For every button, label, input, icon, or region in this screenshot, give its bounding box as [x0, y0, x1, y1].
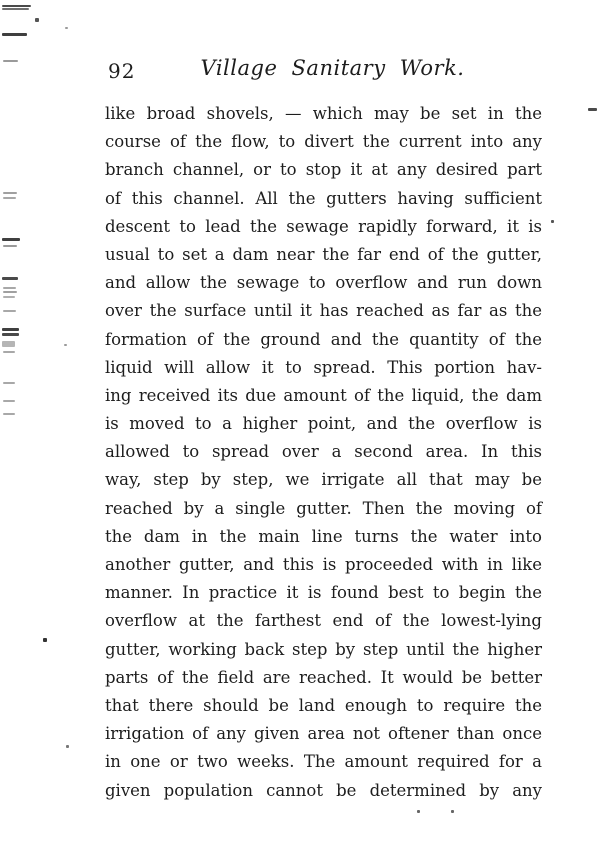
body-text — [105, 100, 542, 805]
scan-mark — [588, 108, 597, 111]
scan-mark — [2, 333, 19, 336]
text-line: another gutter, and this is proceeded with in like — [105, 555, 542, 574]
text-line: the dam in the main line turns the water into — [105, 526, 542, 546]
scan-mark — [3, 291, 17, 293]
running-title: Village Sanitary Work. — [200, 56, 465, 80]
text-line: that there should be land enough to require the — [105, 695, 542, 715]
text-line: like broad shovels, — which may be set in the — [105, 104, 542, 123]
text-line: branch channel, or to stop it at any desired part — [105, 160, 542, 180]
text-line: allowed to spread over a second area. In this — [105, 442, 542, 462]
text-line: given population cannot be determined by any — [105, 780, 542, 800]
text-line: ing received its due amount of the liquid, the dam — [105, 385, 542, 405]
scan-mark — [3, 400, 15, 402]
text-line: irrigation of any given area not oftener than once — [105, 724, 542, 744]
scan-mark — [2, 33, 27, 36]
text-line: usual to set a dam near the far end of the gutter, — [105, 244, 542, 264]
text-line: overflow at the farthest end of the lowest-lying — [105, 611, 542, 631]
scan-mark — [66, 745, 69, 748]
scan-mark — [2, 5, 31, 7]
text-line: manner. In practice it is found best to begin the — [105, 583, 542, 603]
scan-mark — [2, 341, 15, 347]
text-line: liquid will allow it to spread. This portion hav- — [105, 357, 542, 377]
scan-mark — [3, 382, 15, 384]
text-line: way, step by step, we irrigate all that may be — [105, 470, 542, 490]
scan-mark — [3, 310, 16, 312]
page-header — [105, 56, 542, 88]
text-line: is moved to a higher point, and the overflow is — [105, 414, 542, 434]
text-line: of this channel. All the gutters having sufficient — [105, 188, 542, 208]
text-line: and allow the sewage to overflow and run down — [105, 273, 542, 293]
scan-mark — [3, 296, 15, 298]
scan-mark — [3, 60, 18, 62]
text-line: formation of the ground and the quantity of the — [105, 329, 542, 349]
text-line: over the surface until it has reached as far as the — [105, 301, 542, 321]
text-line: descent to lead the sewage rapidly forward, it is — [105, 216, 542, 236]
scan-mark — [2, 8, 29, 10]
page-number: 92 — [108, 59, 136, 83]
text-line: in one or two weeks. The amount required for a — [105, 752, 542, 772]
scan-mark — [417, 810, 420, 813]
scan-mark — [3, 351, 15, 353]
scan-mark — [35, 18, 39, 22]
scan-mark — [2, 238, 20, 241]
scan-mark — [2, 328, 19, 331]
scan-mark — [451, 810, 454, 813]
text-line: parts of the field are reached. It would be better — [105, 667, 542, 687]
text-line: reached by a single gutter. Then the moving of — [105, 498, 542, 518]
text-line: gutter, working back step by step until the higher — [105, 639, 542, 659]
scan-mark — [551, 220, 554, 223]
scan-mark — [3, 192, 17, 194]
scan-mark — [65, 27, 68, 29]
scan-mark — [2, 277, 18, 280]
scan-mark — [3, 413, 15, 415]
scan-mark — [3, 197, 16, 199]
scan-mark — [43, 638, 47, 642]
text-line: course of the flow, to divert the current into any — [105, 132, 542, 152]
scan-mark — [64, 344, 67, 346]
scan-mark — [3, 287, 16, 289]
scan-mark — [3, 245, 17, 247]
